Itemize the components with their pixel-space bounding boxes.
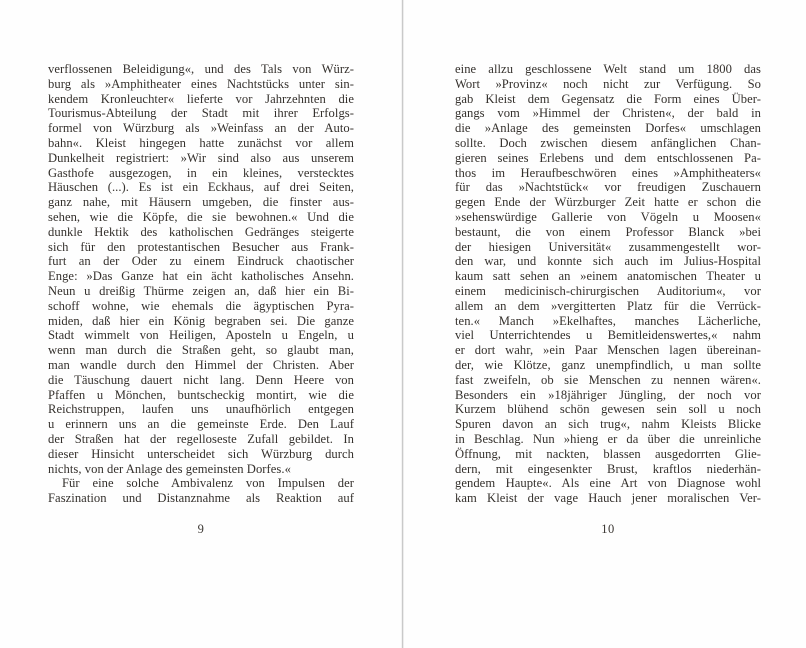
left-text-column — [48, 62, 354, 506]
text-line: Stadt wimmelt von Heiligen, Aposteln u Engeln, u — [48, 328, 354, 343]
text-line: Häuschen (...). Es ist ein Eckhaus, auf drei Seiten, — [48, 180, 354, 195]
right-text-column — [455, 62, 761, 506]
text-line: »sehenswürdige Gallerie von Vögeln u Moosen« — [455, 209, 761, 224]
text-line: burg als »Amphitheater eines Nachtstücks unter sin- — [48, 76, 354, 91]
text-line: kam Kleist der vage Hauch jener moralischen Ver- — [455, 491, 761, 506]
text-line: ganz nahe, mit Häusern umgeben, die finster aus- — [48, 195, 354, 210]
text-line: der hiesigen Universität« zusammengestellt wor- — [455, 239, 761, 254]
text-line: eine allzu geschlossene Welt stand um 1800 das — [455, 62, 761, 76]
text-line: Dunkelheit registriert: »Wir sind also aus unserem — [48, 150, 354, 165]
text-line: thos im Heraufbeschwören eines »Amphitheaters« — [455, 165, 761, 180]
text-line: gegen Ende der Würzburger Zeit hatte er schon die — [455, 195, 761, 210]
text-line: sich für den protestantischen Besucher aus Frank- — [48, 239, 354, 254]
text-line: man wandle durch den Himmel der Christen. Aber — [48, 357, 354, 372]
text-line: dieser Hinsicht unterscheidet sich Würzburg durch — [48, 446, 354, 461]
text-line: Neun u dreißig Thürme zeigen an, daß hier ein Bi- — [48, 283, 354, 298]
text-line: bestaunt, die von einem Professor Blanck »bei — [455, 224, 761, 239]
text-line: ten.« Manch »Ekelhaftes, manches Lächerliche, — [455, 313, 761, 328]
text-line: die Täuschung dauert nicht lang. Denn Heere von — [48, 372, 354, 387]
text-line: Pfaffen u Mönchen, buntscheckig montirt, wie die — [48, 387, 354, 402]
text-line: bahn«. Kleist hingegen hatte zunächst vor allem — [48, 135, 354, 150]
text-line: Reichstruppen, laufen uns unaufhörlich entgegen — [48, 402, 354, 417]
text-line: nichts, von der Anlage des gemeinsten Dorfes.« — [48, 461, 291, 476]
text-line: er dort wahr, »ein Paar Menschen lagen übereinan- — [455, 343, 761, 358]
text-line: gab Kleist dem Gegensatz die Form eines Über- — [455, 91, 761, 106]
text-line: sehen, wie die Köpfe, die sie bewohnen.« Und die — [48, 209, 354, 224]
text-line: den war, und konnte sich auch im Julius-Hospital — [455, 254, 761, 269]
right-page-number: 10 — [601, 521, 615, 536]
left-page-number: 9 — [197, 521, 205, 536]
text-line: Spuren davon an sich trug«, nahm Kleists Blicke — [455, 417, 761, 432]
text-line: der, wie Klötze, ganz unempfindlich, u man sollte — [455, 357, 761, 372]
text-line: Wort »Provinz« noch nicht zur Verfügung. So — [455, 76, 761, 91]
text-line: viel Unterrichtendes u Bemitleidenswertes,« nahm — [455, 328, 761, 343]
text-line: u erinnern uns an die gemeinste Erde. Den Lauf — [48, 417, 354, 432]
text-line: Kurzem blühend schön gewesen sein soll u noch — [455, 402, 761, 417]
text-line: furt an der Oder zu einem Eindruck chaotischer — [48, 254, 354, 269]
text-line: miden, daß hier ein König begraben sei. Die ganze — [48, 313, 354, 328]
text-line: Besonders ein »18jähriger Jüngling, der noch vor — [455, 387, 761, 402]
text-line: schoff wohne, wie ehemals die ägyptischen Pyra- — [48, 298, 354, 313]
text-line: gieren seines Erlebens und dem entschlossenen Pa- — [455, 150, 761, 165]
text-line: formel von Würzburg als »Weinfass an der Auto- — [48, 121, 354, 136]
text-line: dern, mit eingesenkter Brust, kraftlos niederhän- — [455, 461, 761, 476]
text-line: wenn man durch die Straßen geht, so glaubt man, — [48, 343, 354, 358]
text-line: gendem Haupte«. Als eine Art von Diagnose wohl — [455, 476, 761, 491]
text-line: kaum satt sehen an »einem anatomischen Theater u — [455, 269, 761, 284]
text-line: für das »Nachtstück« vor freudigen Zuschauern — [455, 180, 761, 195]
text-line: Gasthofe ausgezogen, in ein kleines, verstecktes — [48, 165, 354, 180]
text-line: der Straßen hat der regelloseste Zufall gebildet. In — [48, 431, 354, 446]
text-line: Faszination und Distanznahme als Reaktion auf — [48, 491, 354, 506]
text-line: allem an dem »vergitterten Platz für die Verrück- — [455, 298, 761, 313]
text-line: kendem Kronleuchter« lieferte vor Jahrzehnten die — [48, 91, 354, 106]
text-line: Enge: »Das Ganze hat ein ächt katholisches Ansehn. — [48, 269, 354, 284]
text-line: verflossenen Beleidigung«, und des Tals von Würz- — [48, 62, 354, 76]
text-line: Öffnung, mit nackten, blassen ausgedorrten Glie- — [455, 446, 761, 461]
text-line: einem medicinisch-chirurgischen Auditorium«, vor — [455, 283, 761, 298]
page-gutter-divider — [402, 0, 403, 648]
left-page — [48, 62, 354, 537]
text-line: gangs vom »Himmel der Christen«, der bald in — [455, 106, 761, 121]
text-line: Für eine solche Ambivalenz von Impulsen der — [62, 476, 354, 491]
text-line: in Beschlag. Nun »hieng er da über die unreinliche — [455, 431, 761, 446]
text-line: die »Anlage des gemeinsten Dorfes« umschlagen — [455, 121, 761, 136]
text-line: Tourismus-Abteilung der Stadt mit ihrer Erfolgs- — [48, 106, 354, 121]
text-line: fast zweifeln, ob sie Menschen zu nennen wären«. — [455, 372, 761, 387]
text-line: dunkle Hektik des katholischen Gedränges steigerte — [48, 224, 354, 239]
text-line: sollte. Doch zwischen diesem anfänglichen Chan- — [455, 135, 761, 150]
right-page — [455, 62, 761, 537]
